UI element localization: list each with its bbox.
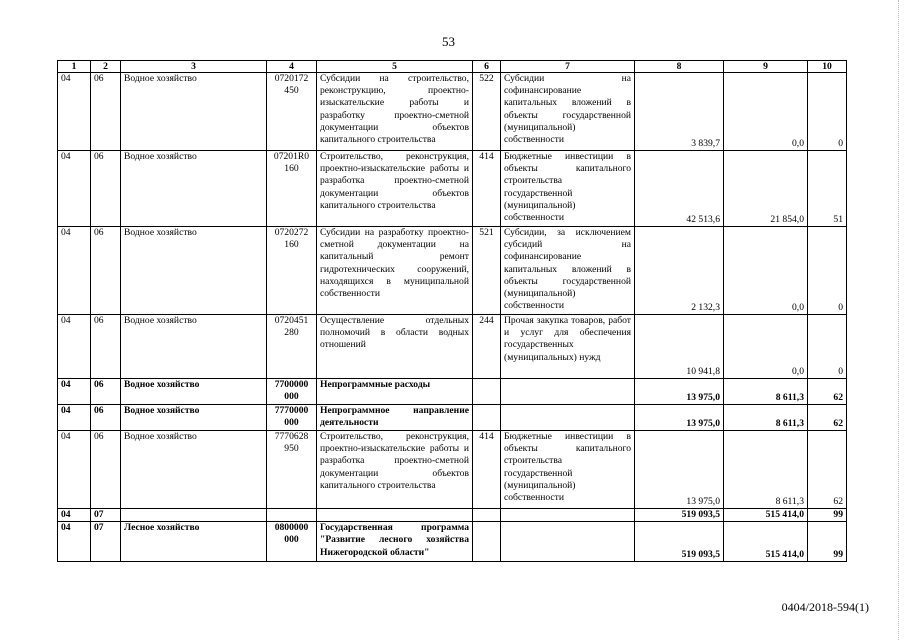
header-cell-9: 9 <box>724 61 808 73</box>
cell-subsection: 06 <box>91 73 121 151</box>
cell-expense-type-name <box>501 522 635 562</box>
cell-expense-type <box>473 509 501 522</box>
cell-section-name: Водное хозяйство <box>121 73 267 151</box>
cell-expense-type-name: Субсидии на софинансирование капитальных вложений в объекты государственной (муниципальной) собственности <box>501 73 635 151</box>
table-row <box>58 227 847 315</box>
table-row <box>58 315 847 379</box>
cell-section-name: Водное хозяйство <box>121 151 267 227</box>
cell-section-name: Лесное хозяйство <box>121 522 267 562</box>
cell-expense-type: 414 <box>473 151 501 227</box>
cell-expense-type <box>473 522 501 562</box>
cell-amount-plan: 3 839,7 <box>635 73 724 151</box>
header-cell-4: 4 <box>267 61 317 73</box>
cell-expense-type-name: Субсидии, за исключением субсидий на софинансирование капитальных вложений в объекты государственной (муниципальной) собственности <box>501 227 635 315</box>
cell-expense-type: 522 <box>473 73 501 151</box>
cell-target-name: Строительство, реконструкция, проектно-изыскательские работы и разработка проектно-сметной документации объектов капитального строительства <box>317 151 473 227</box>
header-cell-2: 2 <box>91 61 121 73</box>
header-cell-8: 8 <box>635 61 724 73</box>
cell-expense-type: 521 <box>473 227 501 315</box>
table-row <box>58 431 847 509</box>
cell-target-name: Субсидии на строительство, реконструкцию, проектно-изыскательские работы и разработку проектно-сметной документации объектов капитального строительства <box>317 73 473 151</box>
cell-expense-type <box>473 379 501 405</box>
table-row <box>58 73 847 151</box>
cell-target-code: 7770628 950 <box>267 431 317 509</box>
cell-target-name: Осуществление отдельных полномочий в области водных отношений <box>317 315 473 379</box>
cell-amount-plan: 519 093,5 <box>635 522 724 562</box>
header-cell-3: 3 <box>121 61 267 73</box>
cell-expense-type-name: Бюджетные инвестиции в объекты капитального строительства государственной (муниципальной) собственности <box>501 151 635 227</box>
cell-amount-actual: 8 611,3 <box>724 379 808 405</box>
cell-target-code <box>267 509 317 522</box>
cell-amount-actual: 8 611,3 <box>724 431 808 509</box>
cell-target-name: Государственная программа "Развитие лесного хозяйства Нижегородской области" <box>317 522 473 562</box>
cell-amount-actual: 0,0 <box>724 227 808 315</box>
cell-subsection: 06 <box>91 315 121 379</box>
cell-section: 04 <box>58 73 91 151</box>
cell-section: 04 <box>58 315 91 379</box>
cell-percent: 62 <box>808 405 847 431</box>
header-cell-5: 5 <box>317 61 473 73</box>
cell-expense-type: 244 <box>473 315 501 379</box>
cell-amount-actual: 515 414,0 <box>724 509 808 522</box>
cell-section-name: Водное хозяйство <box>121 431 267 509</box>
cell-amount-actual: 0,0 <box>724 73 808 151</box>
cell-amount-actual: 0,0 <box>724 315 808 379</box>
cell-section: 04 <box>58 227 91 315</box>
header-cell-6: 6 <box>473 61 501 73</box>
cell-section: 04 <box>58 405 91 431</box>
cell-amount-plan: 2 132,3 <box>635 227 724 315</box>
cell-target-code: 0800000 000 <box>267 522 317 562</box>
header-row <box>58 61 847 73</box>
cell-subsection: 07 <box>91 509 121 522</box>
budget-table <box>57 60 847 562</box>
cell-section-name: Водное хозяйство <box>121 379 267 405</box>
cell-section: 04 <box>58 431 91 509</box>
cell-section: 04 <box>58 151 91 227</box>
cell-target-name: Непрограммное направление деятельности <box>317 405 473 431</box>
cell-subsection: 06 <box>91 151 121 227</box>
cell-percent: 99 <box>808 522 847 562</box>
table-row <box>58 522 847 562</box>
cell-expense-type-name: Прочая закупка товаров, работ и услуг для обеспечения государственных (муниципальных) нужд <box>501 315 635 379</box>
cell-section-name: Водное хозяйство <box>121 227 267 315</box>
cell-target-code: 7700000 000 <box>267 379 317 405</box>
cell-section: 04 <box>58 379 91 405</box>
cell-section: 04 <box>58 522 91 562</box>
cell-expense-type-name <box>501 379 635 405</box>
cell-percent: 0 <box>808 227 847 315</box>
cell-target-code: 0720451 280 <box>267 315 317 379</box>
header-cell-1: 1 <box>58 61 91 73</box>
cell-expense-type-name <box>501 509 635 522</box>
cell-target-code: 0720272 160 <box>267 227 317 315</box>
cell-expense-type: 414 <box>473 431 501 509</box>
cell-amount-actual: 515 414,0 <box>724 522 808 562</box>
cell-section-name: Водное хозяйство <box>121 315 267 379</box>
cell-amount-plan: 519 093,5 <box>635 509 724 522</box>
cell-subsection: 07 <box>91 522 121 562</box>
cell-expense-type-name: Бюджетные инвестиции в объекты капитального строительства государственной (муниципальной) собственности <box>501 431 635 509</box>
cell-subsection: 06 <box>91 379 121 405</box>
cell-target-name: Строительство, реконструкция, проектно-изыскательские работы и разработка проектно-сметной документации объектов капитального строительства <box>317 431 473 509</box>
cell-target-code: 0720172 450 <box>267 73 317 151</box>
cell-section-name: Водное хозяйство <box>121 405 267 431</box>
cell-target-name <box>317 509 473 522</box>
table-row <box>58 509 847 522</box>
cell-amount-plan: 13 975,0 <box>635 405 724 431</box>
cell-amount-plan: 10 941,8 <box>635 315 724 379</box>
cell-subsection: 06 <box>91 431 121 509</box>
cell-percent: 99 <box>808 509 847 522</box>
cell-percent: 0 <box>808 315 847 379</box>
cell-target-code: 07201R0 160 <box>267 151 317 227</box>
cell-percent: 62 <box>808 431 847 509</box>
document-code: 0404/2018-594(1) <box>781 600 869 614</box>
cell-subsection: 06 <box>91 405 121 431</box>
cell-amount-plan: 42 513,6 <box>635 151 724 227</box>
cell-amount-actual: 21 854,0 <box>724 151 808 227</box>
cell-amount-plan: 13 975,0 <box>635 431 724 509</box>
cell-section-name <box>121 509 267 522</box>
header-cell-7: 7 <box>501 61 635 73</box>
cell-expense-type-name <box>501 405 635 431</box>
cell-target-name: Непрограммные расходы <box>317 379 473 405</box>
cell-percent: 62 <box>808 379 847 405</box>
cell-percent: 0 <box>808 73 847 151</box>
cell-target-code: 7770000 000 <box>267 405 317 431</box>
cell-subsection: 06 <box>91 227 121 315</box>
cell-amount-actual: 8 611,3 <box>724 405 808 431</box>
table-row <box>58 405 847 431</box>
cell-amount-plan: 13 975,0 <box>635 379 724 405</box>
cell-target-name: Субсидии на разработку проектно-сметной документации на капитальный ремонт гидротехнических сооружений, находящихся в муниципальной собственности <box>317 227 473 315</box>
page-number: 53 <box>442 34 455 49</box>
cell-percent: 51 <box>808 151 847 227</box>
scan-edge <box>895 0 899 640</box>
cell-expense-type <box>473 405 501 431</box>
table-row <box>58 379 847 405</box>
table-row <box>58 151 847 227</box>
cell-section: 04 <box>58 509 91 522</box>
header-cell-10: 10 <box>808 61 847 73</box>
